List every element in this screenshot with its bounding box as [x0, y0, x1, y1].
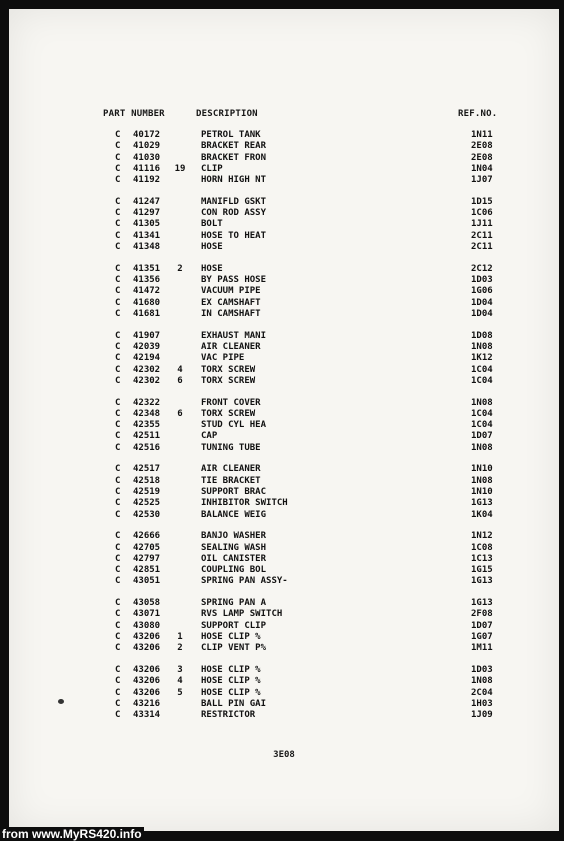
- ref-number: 1D04: [471, 308, 493, 319]
- part-number: 43206: [133, 643, 161, 654]
- part-description: SUPPORT CLIP: [201, 620, 267, 631]
- part-description: FRONT COVER: [201, 397, 261, 408]
- part-description: MANIFLD GSKT: [201, 196, 267, 207]
- ref-number: 1D03: [471, 665, 493, 675]
- part-description: BOLT: [201, 219, 223, 230]
- part-prefix: C: [115, 175, 121, 186]
- quantity: 2: [177, 643, 183, 654]
- part-number: 41030: [133, 152, 161, 163]
- ref-number: 2C04: [471, 687, 493, 698]
- ref-number: 1M11: [471, 643, 493, 654]
- ref-number: 1D04: [471, 297, 493, 308]
- table-row: [9, 175, 559, 186]
- scan-speck: [58, 699, 64, 704]
- ref-number: 1D07: [471, 431, 493, 442]
- part-description: BY PASS HOSE: [201, 275, 267, 286]
- part-description: OIL CANISTER: [201, 553, 267, 564]
- table-row: [9, 688, 559, 699]
- part-number: 43071: [133, 609, 161, 620]
- ref-number: 2C12: [471, 263, 493, 274]
- part-description: BRACKET REAR: [201, 141, 267, 152]
- bleed-through-text: [249, 744, 549, 756]
- ref-number: 1C04: [471, 408, 493, 419]
- row-group: [9, 598, 559, 654]
- part-description: RVS LAMP SWITCH: [201, 609, 283, 620]
- part-number: 42525: [133, 498, 161, 509]
- part-description: HOSE: [201, 242, 223, 253]
- table-row: [9, 309, 559, 320]
- part-prefix: C: [115, 420, 121, 431]
- part-description: INHIBITOR SWITCH: [201, 498, 288, 509]
- part-prefix: C: [115, 665, 121, 675]
- table-row: [9, 331, 559, 342]
- ref-number: 1G13: [471, 598, 493, 609]
- ref-number: 1C04: [471, 420, 493, 431]
- ref-number: 1N11: [471, 130, 493, 140]
- part-number: 41351: [133, 263, 161, 274]
- table-row: [9, 699, 559, 710]
- row-group: [9, 531, 559, 587]
- part-description: TUNING TUBE: [201, 442, 261, 453]
- quantity: 1: [177, 632, 183, 643]
- part-number: 42851: [133, 565, 161, 576]
- part-number: 41297: [133, 208, 161, 219]
- parts-list: [9, 130, 559, 732]
- table-row: [9, 141, 559, 152]
- table-row: [9, 710, 559, 721]
- ref-number: 1D08: [471, 330, 493, 341]
- part-number: 41680: [133, 297, 161, 308]
- part-description: PETROL TANK: [201, 130, 261, 140]
- ref-number: 1G06: [471, 286, 493, 297]
- row-group: [9, 130, 559, 186]
- table-row: [9, 576, 559, 587]
- table-row: [9, 208, 559, 219]
- table-row: [9, 443, 559, 454]
- part-number: 42797: [133, 553, 161, 564]
- part-number: 43080: [133, 620, 161, 631]
- ref-number: 1N10: [471, 486, 493, 497]
- part-description: TIE BRACKET: [201, 475, 261, 486]
- table-row: [9, 242, 559, 253]
- part-description: IN CAMSHAFT: [201, 308, 261, 319]
- part-prefix: C: [115, 676, 121, 687]
- header-description: DESCRIPTION: [196, 109, 258, 119]
- ref-number: 2C11: [471, 242, 493, 253]
- part-number: 43206: [133, 632, 161, 643]
- ref-number: 1J09: [471, 710, 493, 721]
- part-prefix: C: [115, 442, 121, 453]
- part-prefix: C: [115, 208, 121, 219]
- part-description: SPRING PAN ASSY-: [201, 576, 288, 587]
- part-number: 43051: [133, 576, 161, 587]
- part-description: TORX SCREW: [201, 364, 256, 375]
- part-prefix: C: [115, 242, 121, 253]
- ref-number: 1C13: [471, 553, 493, 564]
- part-description: RESTRICTOR: [201, 710, 256, 721]
- table-row: [9, 531, 559, 542]
- part-description: HOSE CLIP %: [201, 632, 261, 643]
- header-part-number: PART NUMBER: [103, 109, 165, 119]
- table-row: [9, 231, 559, 242]
- quantity: 4: [177, 676, 183, 687]
- part-number: 42518: [133, 475, 161, 486]
- row-group: [9, 197, 559, 253]
- part-prefix: C: [115, 308, 121, 319]
- part-number: 42039: [133, 341, 161, 352]
- ref-number: 1D15: [471, 196, 493, 207]
- ref-number: 1G07: [471, 632, 493, 643]
- part-number: 42322: [133, 397, 161, 408]
- row-group: [9, 264, 559, 320]
- part-number: 41247: [133, 196, 161, 207]
- part-number: 41681: [133, 308, 161, 319]
- part-number: 40172: [133, 130, 161, 140]
- part-prefix: C: [115, 397, 121, 408]
- part-number: 43206: [133, 687, 161, 698]
- part-number: 42517: [133, 464, 161, 475]
- document-page: [9, 9, 559, 831]
- part-prefix: C: [115, 263, 121, 274]
- part-prefix: C: [115, 130, 121, 140]
- part-description: HOSE CLIP %: [201, 665, 261, 675]
- part-number: 41029: [133, 141, 161, 152]
- part-prefix: C: [115, 408, 121, 419]
- part-description: CLIP VENT P%: [201, 643, 267, 654]
- table-row: [9, 498, 559, 509]
- ref-number: 1N10: [471, 464, 493, 475]
- table-row: [9, 153, 559, 164]
- part-description: HOSE CLIP %: [201, 687, 261, 698]
- part-number: 41341: [133, 230, 161, 241]
- table-row: [9, 376, 559, 387]
- row-group: [9, 665, 559, 721]
- ref-number: 1N12: [471, 531, 493, 542]
- part-number: 42355: [133, 420, 161, 431]
- table-row: [9, 464, 559, 475]
- part-description: SUPPORT BRAC: [201, 486, 267, 497]
- part-number: 42511: [133, 431, 161, 442]
- part-prefix: C: [115, 643, 121, 654]
- part-description: COUPLING BOL: [201, 565, 267, 576]
- table-row: [9, 275, 559, 286]
- table-row: [9, 609, 559, 620]
- part-description: SPRING PAN A: [201, 598, 267, 609]
- part-prefix: C: [115, 698, 121, 709]
- part-prefix: C: [115, 152, 121, 163]
- part-prefix: C: [115, 196, 121, 207]
- table-row: [9, 409, 559, 420]
- ref-number: 1N08: [471, 397, 493, 408]
- quantity: 6: [177, 408, 183, 419]
- ref-number: 1D03: [471, 275, 493, 286]
- part-number: 42705: [133, 542, 161, 553]
- part-prefix: C: [115, 141, 121, 152]
- ref-number: 1G15: [471, 565, 493, 576]
- quantity: 19: [174, 163, 186, 174]
- quantity: 6: [177, 375, 183, 386]
- ref-number: 2C11: [471, 230, 493, 241]
- quantity: 2: [177, 263, 183, 274]
- part-description: EX CAMSHAFT: [201, 297, 261, 308]
- part-prefix: C: [115, 330, 121, 341]
- part-prefix: C: [115, 576, 121, 587]
- table-row: [9, 264, 559, 275]
- quantity: 3: [177, 665, 183, 675]
- ref-number: 2F08: [471, 609, 493, 620]
- table-row: [9, 665, 559, 676]
- table-row: [9, 643, 559, 654]
- part-description: HOSE CLIP %: [201, 676, 261, 687]
- part-description: AIR CLEANER: [201, 341, 261, 352]
- part-prefix: C: [115, 542, 121, 553]
- part-description: TORX SCREW: [201, 408, 256, 419]
- ref-number: 1J07: [471, 175, 493, 186]
- part-prefix: C: [115, 275, 121, 286]
- part-prefix: C: [115, 219, 121, 230]
- part-number: 41348: [133, 242, 161, 253]
- part-number: 42519: [133, 486, 161, 497]
- table-row: [9, 554, 559, 565]
- part-number: 43206: [133, 676, 161, 687]
- header-ref-no: REF.NO.: [458, 109, 498, 119]
- table-row: [9, 565, 559, 576]
- part-prefix: C: [115, 230, 121, 241]
- table-row: [9, 598, 559, 609]
- part-number: 41356: [133, 275, 161, 286]
- ref-number: 1H03: [471, 698, 493, 709]
- part-prefix: C: [115, 431, 121, 442]
- ref-number: 1D07: [471, 620, 493, 631]
- ref-number: 1C04: [471, 364, 493, 375]
- quantity: 5: [177, 687, 183, 698]
- part-prefix: C: [115, 509, 121, 520]
- part-description: VAC PIPE: [201, 353, 245, 364]
- table-row: [9, 420, 559, 431]
- part-number: 42666: [133, 531, 161, 542]
- table-row: [9, 353, 559, 364]
- part-prefix: C: [115, 375, 121, 386]
- part-description: HOSE TO HEAT: [201, 230, 267, 241]
- part-description: CLIP: [201, 163, 223, 174]
- row-group: [9, 331, 559, 387]
- table-row: [9, 286, 559, 297]
- row-group: [9, 398, 559, 454]
- table-row: [9, 431, 559, 442]
- quantity: 4: [177, 364, 183, 375]
- ref-number: 1C04: [471, 375, 493, 386]
- table-row: [9, 219, 559, 230]
- part-number: 42516: [133, 442, 161, 453]
- part-number: 41305: [133, 219, 161, 230]
- part-number: 42530: [133, 509, 161, 520]
- table-row: [9, 632, 559, 643]
- ref-number: 1N08: [471, 475, 493, 486]
- ref-number: 1N08: [471, 676, 493, 687]
- table-row: [9, 398, 559, 409]
- part-description: TORX SCREW: [201, 375, 256, 386]
- table-row: [9, 510, 559, 521]
- part-description: CAP: [201, 431, 218, 442]
- table-row: [9, 164, 559, 175]
- part-number: 42348: [133, 408, 161, 419]
- ref-number: 1C08: [471, 542, 493, 553]
- table-row: [9, 197, 559, 208]
- table-row: [9, 298, 559, 309]
- part-prefix: C: [115, 486, 121, 497]
- part-description: STUD CYL HEA: [201, 420, 267, 431]
- part-number: 41907: [133, 330, 161, 341]
- ref-number: 1J11: [471, 219, 493, 230]
- part-description: EXHAUST MANI: [201, 330, 267, 341]
- part-prefix: C: [115, 286, 121, 297]
- part-prefix: C: [115, 353, 121, 364]
- part-number: 42194: [133, 353, 161, 364]
- table-row: [9, 487, 559, 498]
- table-header: [9, 109, 559, 123]
- part-number: 41192: [133, 175, 161, 186]
- part-description: BALL PIN GAI: [201, 698, 267, 709]
- table-row: [9, 543, 559, 554]
- part-description: BALANCE WEIG: [201, 509, 267, 520]
- part-description: AIR CLEANER: [201, 464, 261, 475]
- part-prefix: C: [115, 598, 121, 609]
- table-row: [9, 476, 559, 487]
- ref-number: 1N04: [471, 163, 493, 174]
- page-code: 3E08: [273, 750, 295, 760]
- ref-number: 2E08: [471, 141, 493, 152]
- table-row: [9, 342, 559, 353]
- row-group: [9, 464, 559, 520]
- part-prefix: C: [115, 710, 121, 721]
- part-prefix: C: [115, 553, 121, 564]
- part-prefix: C: [115, 464, 121, 475]
- part-prefix: C: [115, 565, 121, 576]
- watermark-text: from www.MyRS420.info: [2, 827, 142, 841]
- part-prefix: C: [115, 498, 121, 509]
- part-number: 42302: [133, 375, 161, 386]
- part-prefix: C: [115, 163, 121, 174]
- ref-number: 1N08: [471, 341, 493, 352]
- part-prefix: C: [115, 687, 121, 698]
- ref-number: 2E08: [471, 152, 493, 163]
- part-description: CON ROD ASSY: [201, 208, 267, 219]
- ref-number: 1K04: [471, 509, 493, 520]
- part-description: SEALING WASH: [201, 542, 267, 553]
- part-prefix: C: [115, 632, 121, 643]
- part-prefix: C: [115, 341, 121, 352]
- table-row: [9, 621, 559, 632]
- part-number: 43058: [133, 598, 161, 609]
- part-number: 41472: [133, 286, 161, 297]
- part-description: BRACKET FRON: [201, 152, 267, 163]
- part-number: 42302: [133, 364, 161, 375]
- part-description: HORN HIGH NT: [201, 175, 267, 186]
- part-description: VACUUM PIPE: [201, 286, 261, 297]
- part-prefix: C: [115, 531, 121, 542]
- part-prefix: C: [115, 620, 121, 631]
- part-number: 43314: [133, 710, 161, 721]
- ref-number: 1G13: [471, 576, 493, 587]
- part-prefix: C: [115, 475, 121, 486]
- table-row: [9, 365, 559, 376]
- ref-number: 1C06: [471, 208, 493, 219]
- part-number: 41116: [133, 163, 161, 174]
- part-number: 43206: [133, 665, 161, 675]
- part-prefix: C: [115, 609, 121, 620]
- part-number: 43216: [133, 698, 161, 709]
- ref-number: 1N08: [471, 442, 493, 453]
- ref-number: 1K12: [471, 353, 493, 364]
- ref-number: 1G13: [471, 498, 493, 509]
- table-row: [9, 676, 559, 687]
- part-description: BANJO WASHER: [201, 531, 267, 542]
- part-prefix: C: [115, 297, 121, 308]
- part-prefix: C: [115, 364, 121, 375]
- table-row: [9, 130, 559, 141]
- part-description: HOSE: [201, 263, 223, 274]
